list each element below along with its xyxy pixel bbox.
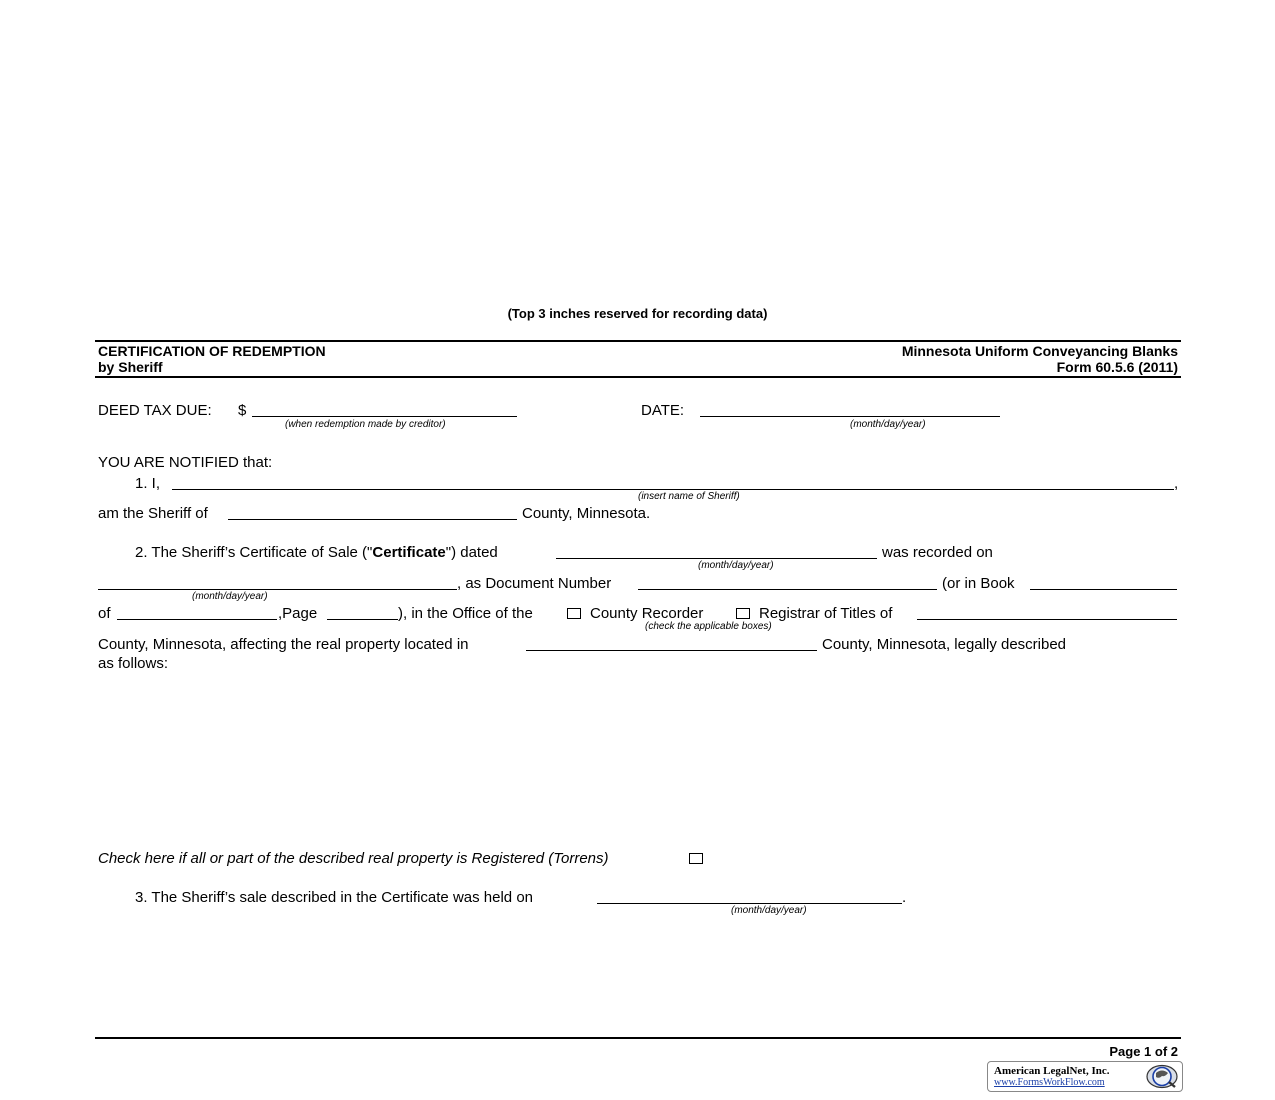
book-of-field[interactable] — [117, 619, 277, 620]
deed-tax-label: DEED TAX DUE: — [98, 402, 212, 419]
certificate-date-hint: (month/day/year) — [698, 560, 774, 571]
sheriff-name-hint: (insert name of Sheriff) — [638, 491, 740, 502]
county-line-suffix: County, Minnesota, legally described — [822, 636, 1067, 653]
sheriff-name-field[interactable] — [172, 489, 1174, 490]
county-recorder-checkbox[interactable] — [567, 608, 581, 619]
book-field[interactable] — [1030, 589, 1177, 590]
of-label: of — [98, 605, 111, 622]
header-bottom-rule — [95, 376, 1181, 378]
county-recorder-label: County Recorder — [590, 605, 704, 622]
item3-suffix: . — [902, 889, 907, 906]
date-label: DATE: — [641, 402, 685, 419]
header-top-rule — [95, 340, 1181, 342]
globe-icon — [1145, 1064, 1179, 1089]
sale-date-field[interactable] — [597, 903, 902, 904]
form-subtitle: by Sheriff — [98, 359, 163, 375]
publisher-link[interactable]: www.FormsWorkFlow.com — [994, 1077, 1105, 1088]
form-title: CERTIFICATION OF REDEMPTION — [98, 343, 326, 359]
check-boxes-hint: (check the applicable boxes) — [645, 621, 772, 632]
torrens-checkbox[interactable] — [689, 853, 703, 864]
page-number: Page 1 of 2 — [1109, 1044, 1178, 1059]
date-field[interactable] — [700, 416, 1000, 417]
as-follows-label: as follows: — [98, 655, 169, 672]
item1-line2-suffix: County, Minnesota. — [522, 505, 651, 522]
doc-number-label: , as Document Number — [457, 575, 612, 592]
page-label: ,Page — [278, 605, 318, 622]
legal-description-area[interactable] — [98, 680, 1178, 840]
form-number: Form 60.5.6 (2011) — [1056, 359, 1178, 375]
publisher-name: American LegalNet, Inc. — [994, 1065, 1110, 1077]
date-hint: (month/day/year) — [850, 419, 926, 430]
form-series-title: Minnesota Uniform Conveyancing Blanks — [901, 343, 1178, 359]
item2-text-b: ") dated — [445, 544, 498, 561]
sheriff-county-field[interactable] — [228, 519, 517, 520]
certificate-term: Certificate — [372, 544, 446, 561]
deed-tax-hint: (when redemption made by creditor) — [285, 419, 446, 430]
registrar-checkbox[interactable] — [736, 608, 750, 619]
recorded-date-hint: (month/day/year) — [192, 591, 268, 602]
torrens-label: Check here if all or part of the described real property is Registered (Torrens) — [98, 850, 609, 867]
recorded-date-field[interactable] — [98, 589, 457, 590]
notified-heading: YOU ARE NOTIFIED that: — [98, 454, 273, 471]
in-office-label: ), in the Office of the — [398, 605, 533, 622]
registrar-county-field[interactable] — [917, 619, 1177, 620]
footer-rule — [95, 1037, 1181, 1039]
item2-text — [135, 544, 498, 561]
currency-symbol: $ — [238, 402, 247, 419]
county-line-prefix: County, Minnesota, affecting the real property located in — [98, 636, 469, 653]
registrar-label: Registrar of Titles of — [759, 605, 893, 622]
publisher-logo[interactable] — [987, 1061, 1183, 1092]
item1-comma: , — [1174, 475, 1179, 492]
item2-text-a: 2. The Sheriff’s Certificate of Sale (" — [135, 544, 373, 561]
sale-date-hint: (month/day/year) — [731, 905, 807, 916]
document-number-field[interactable] — [638, 589, 937, 590]
item1-line2-prefix: am the Sheriff of — [98, 505, 208, 522]
item1-prefix: 1. I, — [135, 475, 161, 492]
certificate-date-field[interactable] — [556, 558, 877, 559]
recorded-on-label: was recorded on — [882, 544, 993, 561]
item3-prefix: 3. The Sheriff’s sale described in the Certificate was held on — [135, 889, 533, 906]
property-county-field[interactable] — [526, 650, 817, 651]
recording-note: (Top 3 inches reserved for recording data) — [507, 306, 768, 321]
or-in-book-label: (or in Book — [942, 575, 1015, 592]
page-field[interactable] — [327, 619, 398, 620]
deed-tax-field[interactable] — [252, 416, 517, 417]
